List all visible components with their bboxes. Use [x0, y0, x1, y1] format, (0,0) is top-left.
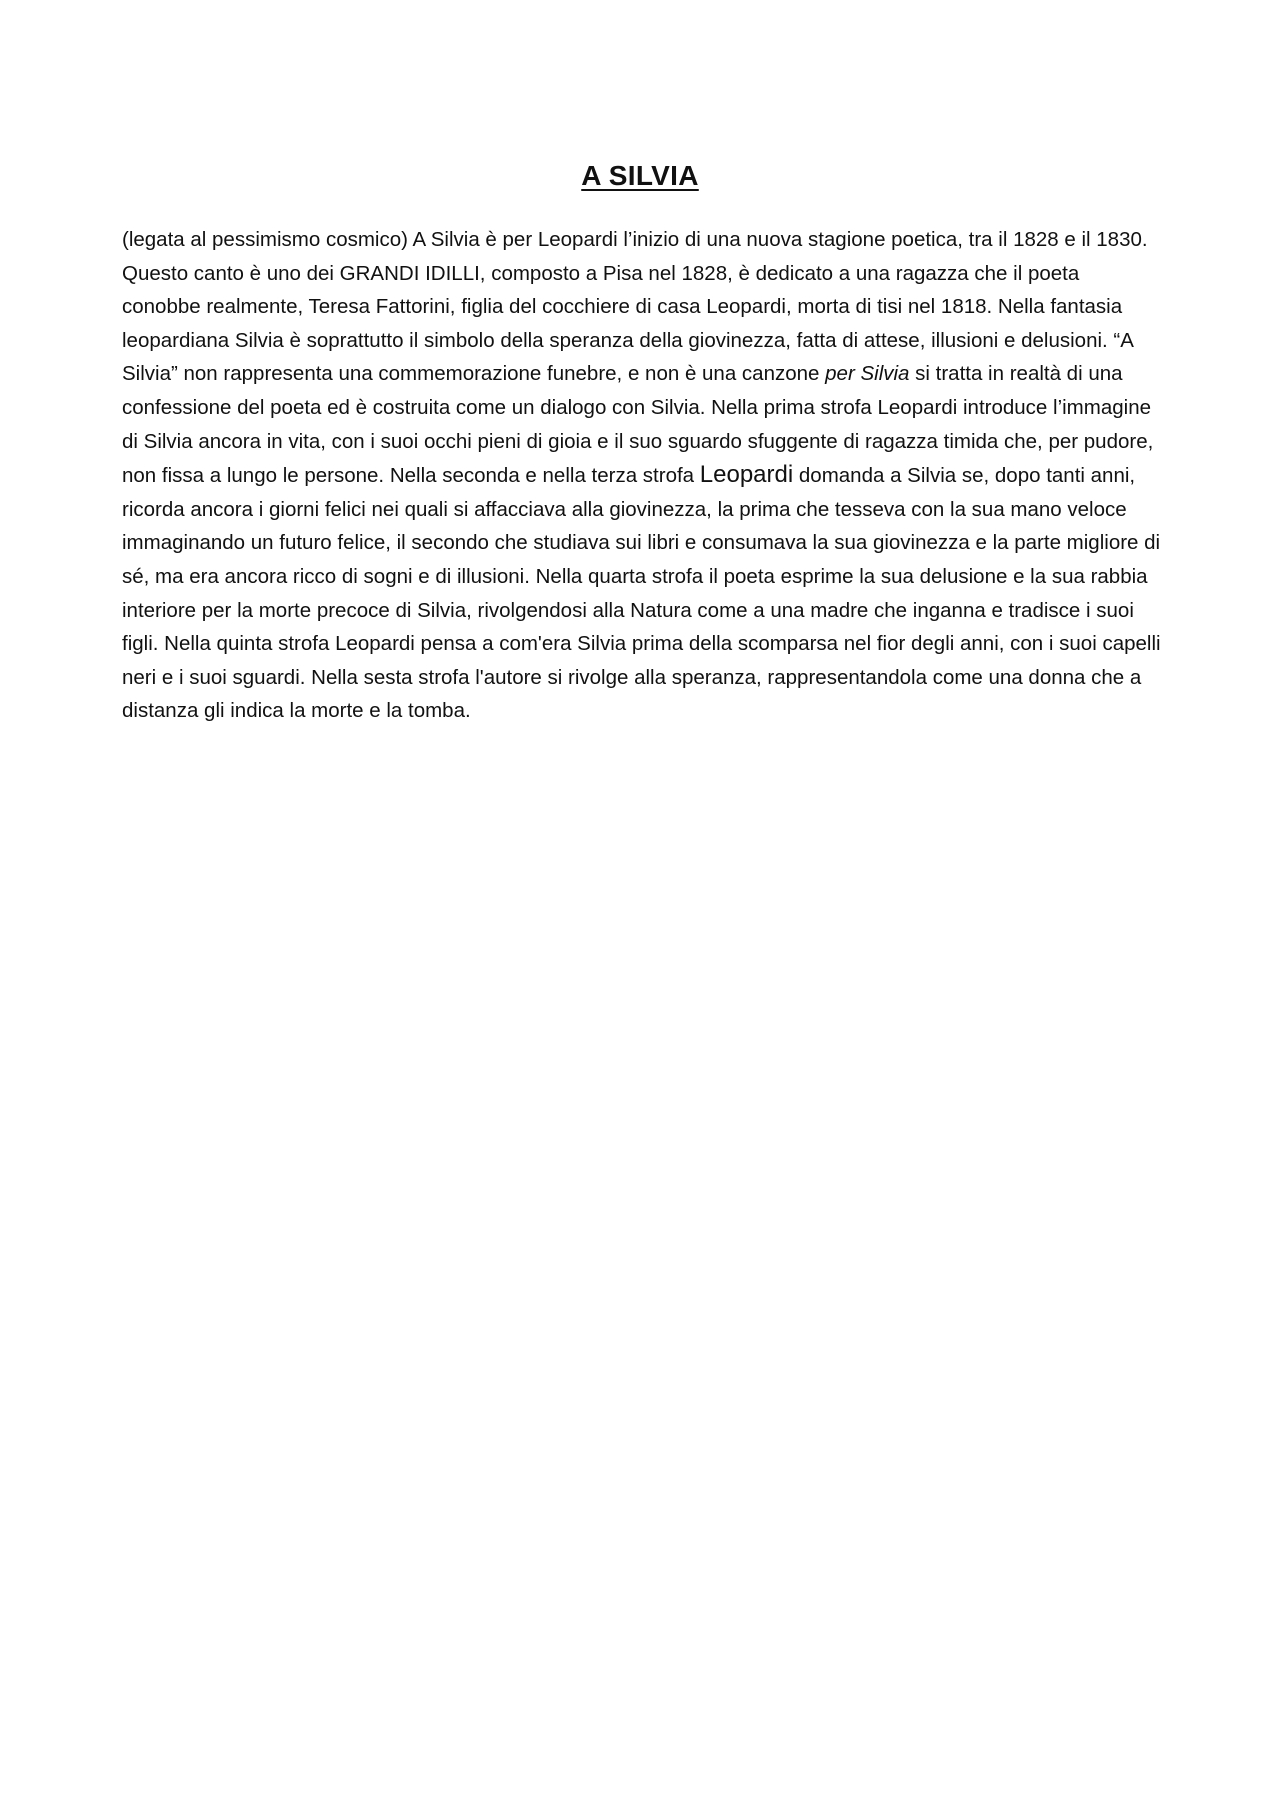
body-paragraph: [122, 223, 1162, 728]
paragraph-text-part2: si tratta in realtà di una confessione del poeta ed è costruita come un dialogo con Silvia. Nella prima strofa Leopardi introduce l’immagine di Silvia ancora in vita, con i suoi occhi pieni di gioia e il suo sguardo sfuggente di ragazza timida che, per pudore, non fissa a lungo le persone. Nella seconda e nella terza strofa: [122, 362, 1154, 488]
paragraph-text-part3: domanda a Silvia se, dopo tanti anni, ricorda ancora i giorni felici nei quali si affacciava alla giovinezza, la prima che tesseva con la sua mano veloce immaginando un futuro felice, il secondo che studiava sui libri e consumava la sua giovinezza e la parte migliore di sé, ma era ancora ricco di sogni e di illusioni. Nella quarta strofa il poeta esprime la sua delusione e la sua rabbia interiore per la morte precoce di Silvia, rivolgendosi alla Natura come a una madre che inganna e tradisce i suoi figli. Nella quinta strofa Leopardi pensa a com'era Silvia prima della scomparsa nel fior degli anni, con i suoi capelli neri e i suoi sguardi. Nella sesta strofa l'autore si rivolge alla speranza, rappresentandola come una donna che a distanza gli indica la morte e la tomba.: [122, 464, 1161, 723]
paragraph-italic-text: per Silvia: [825, 362, 910, 386]
document-body: [122, 223, 1162, 728]
paragraph-large-word: Leopardi: [699, 461, 794, 489]
document-title: A SILVIA: [581, 160, 699, 191]
paragraph-text-part1: (legata al pessimismo cosmico) A Silvia è per Leopardi l’inizio di una nuova stagione poetica, tra il 1828 e il 1830. Questo canto è uno dei GRANDI IDILLI, composto a Pisa nel 1828, è dedicato a una ragazza che il poeta conobbe realmente, Teresa Fattorini, figlia del cocchiere di casa Leopardi, morta di tisi nel 1818. Nella fantasia leopardiana Silvia è soprattutto il simbolo della speranza della giovinezza, fatta di attese, illusioni e delusioni. “A Silvia” non rappresenta una commemorazione funebre, e non è una canzone: [122, 228, 1148, 386]
